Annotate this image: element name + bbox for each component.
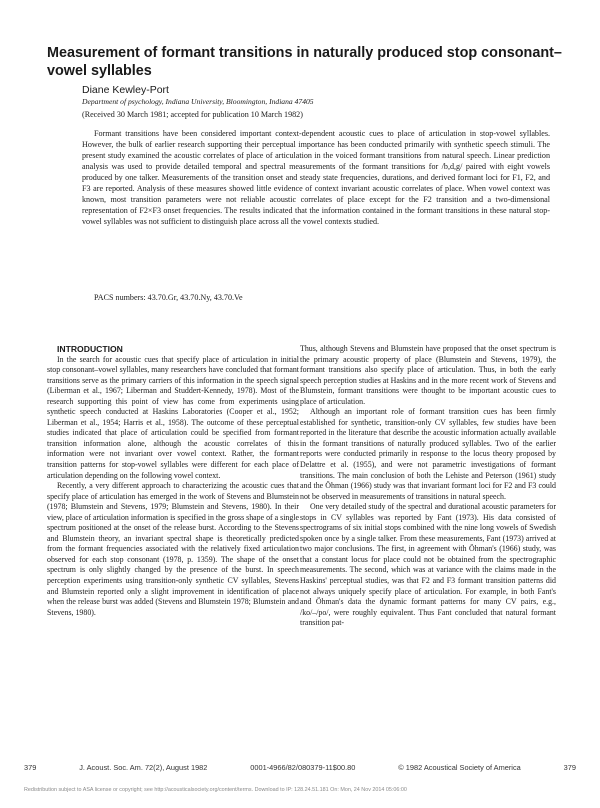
left-column <box>47 344 299 618</box>
footer-code: 0001-4966/82/080379-11$00.80 <box>250 763 356 772</box>
paper-title: Measurement of formant transitions in naturally produced stop consonant–vowel syllables <box>47 45 562 79</box>
footer-page-right: 379 <box>563 763 576 772</box>
pacs-numbers: PACS numbers: 43.70.Gr, 43.70.Ny, 43.70.Ve <box>94 293 243 302</box>
author-name: Diane Kewley-Port <box>82 84 169 96</box>
received-dates: (Received 30 March 1981; accepted for publication 10 March 1982) <box>82 110 303 119</box>
author-affiliation: Department of psychology, Indiana University, Bloomington, Indiana 47405 <box>82 97 314 106</box>
left-paragraph-1: In the search for acoustic cues that specify place of articulation in initial stop consonant–vowel syllables, many researchers have concluded that formant transitions serve as the primary carriers of this information in the speech signal (Liberman et al., 1967; Liberman and Studdert-Kennedy, 1978). Most of the research supporting this point of view has come from experiments using synthetic speech conducted at Haskins Laboratories (Cooper et al., 1952; Liberman et al., 1954; Harris et al., 1958). The outcome of these perceptual studies indicated that place of articulation could be specified from formant transition information alone, although the acoustic correlates of this information were not invariant over vowel context. Rather, the formant transition patterns for stop-vowel syllables were different for each place of articulation depending on the following vowel context. <box>47 354 299 480</box>
right-column <box>300 344 556 629</box>
page-footer <box>24 763 576 772</box>
abstract: Formant transitions have been considered important context-dependent acoustic cues to place of articulation in stop-vowel syllables. However, the bulk of earlier research supporting their perceptual importance has been conducted primarily with synthetic speech stimuli. The present study examined the acoustic correlates of place of articulation in the voiced formant transitions from natural speech. Linear prediction analysis was used to provide detailed temporal and spectral measurements of the formant transitions for /b,d,g/ paired with eight vowels produced by one talker. Measurements of the transition onset and steady state frequencies, durations, and derived formant loci for F1, F2, and F3 are reported. Analysis of these measures showed little evidence of context invariant acoustic correlates of place. When vowel context was known, most transition parameters were not reliable acoustic correlates of place except for the F2 transition and a two-dimensional representation of F2×F3 onset frequencies. The results indicated that the information contained in the formant transitions in these natural stop-vowel syllables was not sufficient to distinguish place across all the vowel contexts studied. <box>82 129 550 227</box>
right-paragraph-3: One very detailed study of the spectral and durational acoustic parameters for stops in CV syllables was reported by Fant (1973). His data consisted of spectrograms of six initial stops combined with the nine long vowels of Swedish spoken once by a single talker. From these measurements, Fant (1973) arrived at two major conclusions. The first, in agreement with Öhman's (1966) study, was that a constant locus for place could not be obtained from the spectrographic measurements. The second, which was at variance with the claims made in the Haskins' perceptual studies, was that F2 and F3 formant transition patterns did not always uniquely specify place of articulation. For example, in both Fant's and Öhman's data the dynamic formant patterns for many CV pairs, e.g., /ko/–/po/, were roughly equivalent. Thus Fant concluded that natural formant transition pat- <box>300 502 556 628</box>
right-paragraph-1: Thus, although Stevens and Blumstein have proposed that the onset spectrum is the primary acoustic property of place (Blumstein and Stevens, 1979), the formant transitions also specify place of articulation. Thus, in both the early speech perception studies at Haskins and in the more recent work of Stevens and Blumstein, formant transitions were thought to be important acoustic cues to place of articulation. <box>300 344 556 406</box>
right-paragraph-2: Although an important role of formant transition cues has been firmly established for synthetic, transition-only CV syllables, few studies have been reported in the literature that describe the acoustic information actually available in the formant transitions of naturally produced syllables. Two of the earlier reports were conducted primarily in response to the locus theory proposed by Delattre et al. (1955), and were not parametric investigations of formant transitions. The main conclusion of both the Lehiste and Peterson (1961) study and the Öhman (1966) study was that invariant formant loci for F2 and F3 could not be observed in measurements of transitions in natural speech. <box>300 407 556 501</box>
section-heading: INTRODUCTION <box>57 344 123 354</box>
footer-page-left: 379 <box>24 763 37 772</box>
footer-journal: J. Acoust. Soc. Am. 72(2), August 1982 <box>79 763 208 772</box>
redistribution-notice: Redistribution subject to ASA license or copyright; see http://acousticalsociety.org/content/terms. Download to IP: 128.24.51.181 On: Mon, 24 Nov 2014 05:06:00 <box>24 787 407 793</box>
left-paragraph-2: Recently, a very different approach to characterizing the acoustic cues that specify place of articulation has emerged in the work of Stevens and Blumstein (1978; Blumstein and Stevens, 1979; Blumstein and Stevens, 1980). In their view, place of articulation information is specified in the gross shape of a single spectrum positioned at the onset of the release burst. According to the Stevens and Blumstein theory, an invariant spectral shape is theoretically predicted from the formant frequencies associated with the relatively fixed articulation observed for each stop consonant (1978, p. 1359). The shape of the onset spectrum is only slightly changed by the presence of the burst. In speech perception experiments using transition-only synthetic CV syllables, Stevens and Blumstein reported only a slight improvement in identification of place when the release burst was added (Stevens and Blumstein 1978; Blumstein and Stevens, 1980). <box>47 481 299 617</box>
footer-copyright: © 1982 Acoustical Society of America <box>398 763 521 772</box>
